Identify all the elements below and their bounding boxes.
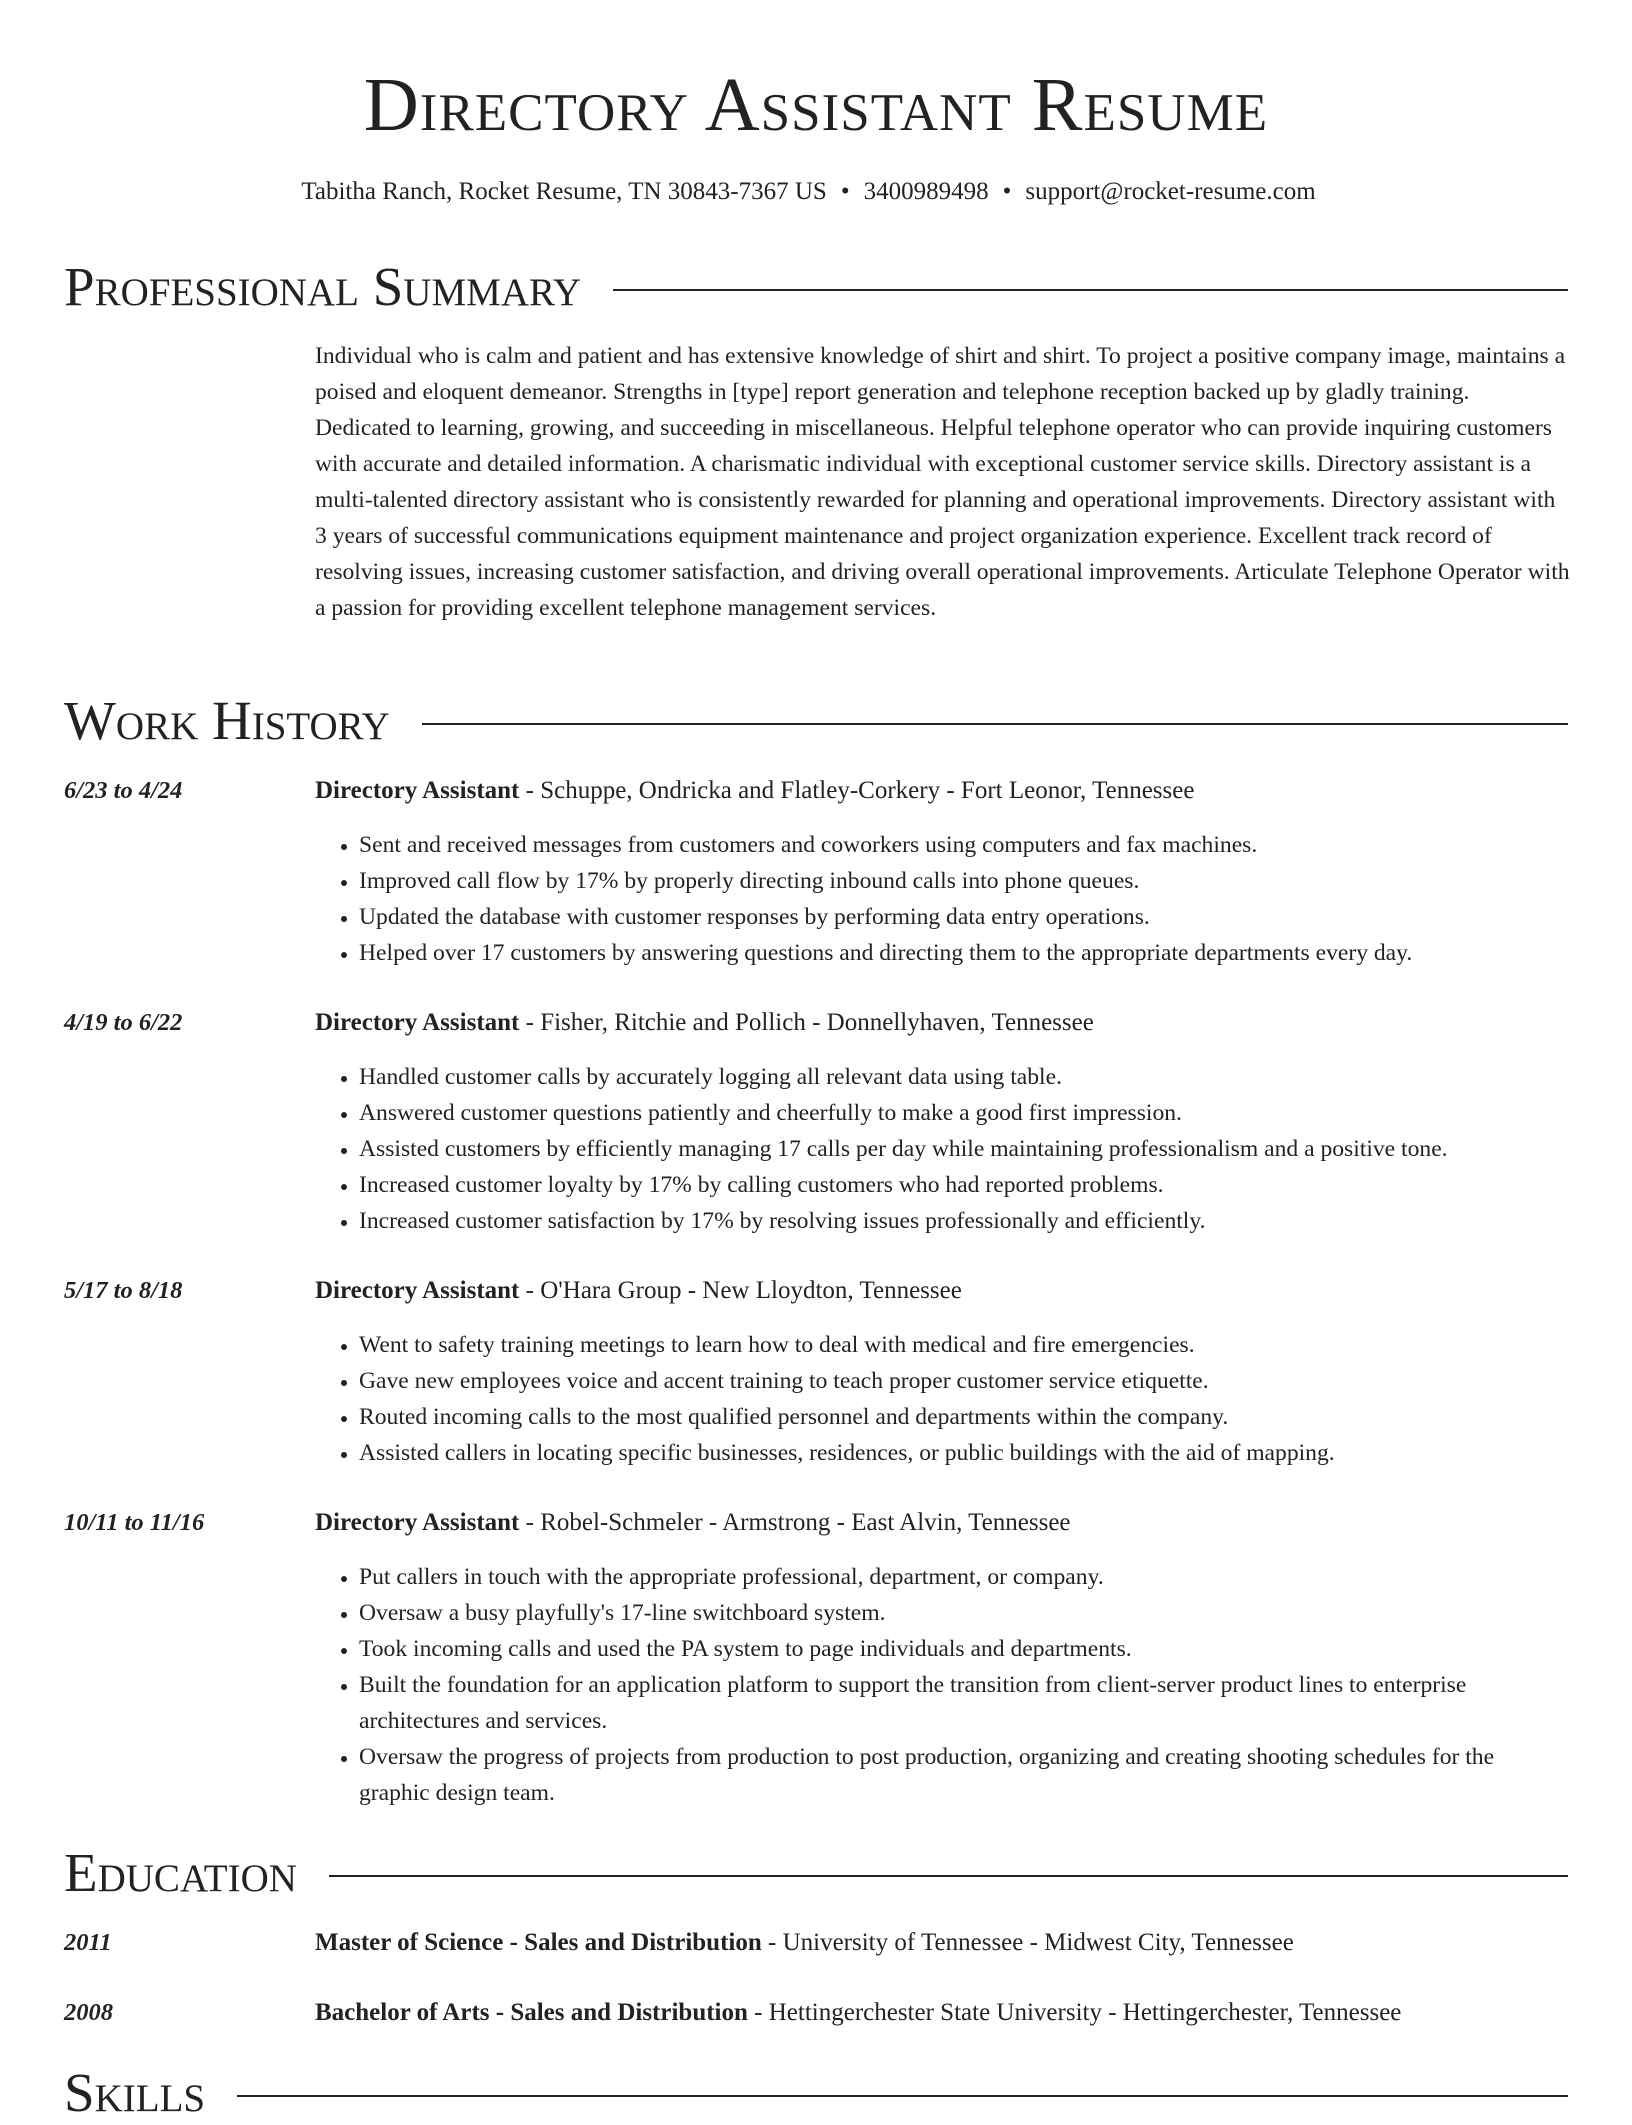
job-title: Directory Assistant [315, 1509, 520, 1536]
job-duty: • Updated the database with customer responses by performing data entry operations. [359, 899, 1570, 935]
job-duty: • Increased customer loyalty by 17% by calling customers who had reported problems. [359, 1167, 1570, 1203]
section-skills-header [64, 2061, 1568, 2125]
job-duty: • Built the foundation for an application platform to support the transition from client-server product lines to enterprise architectures and services. [359, 1667, 1570, 1739]
job-duty: • Went to safety training meetings to learn how to deal with medical and fire emergencies. [359, 1327, 1570, 1363]
job-employer: - Robel-Schmeler - Armstrong - East Alvin, Tennessee [519, 1509, 1071, 1536]
summary-text: Individual who is calm and patient and has extensive knowledge of shirt and shirt. To project a positive company image, maintains a poised and eloquent demeanor. Strengths in [type] report generation and telephone reception backed up by gladly training. Dedicated to learning, growing, and succeeding in miscellaneous. Helpful telephone operator who can provide inquiring customers with accurate and detailed information. A charismatic individual with exceptional customer service skills. Directory assistant is a multi-talented directory assistant who is consistently rewarded for planning and operational improvements. Directory assistant with 3 years of successful communications equipment maintenance and project organization experience. Excellent track record of resolving issues, increasing customer satisfaction, and driving overall operational improvements. Articulate Telephone Operator with a passion for providing excellent telephone management services. [315, 343, 1570, 621]
job-duty: • Assisted customers by efficiently managing 17 calls per day while maintaining professionalism and a positive tone. [359, 1131, 1570, 1167]
contact-line [0, 174, 1617, 210]
education-school: - University of Tennessee - Midwest City, Tennessee [761, 1929, 1294, 1956]
section-divider [329, 1875, 1568, 1877]
contact-phone: 3400989498 [863, 178, 989, 205]
job-duty: • Oversaw a busy playfully's 17-line switchboard system. [359, 1595, 1570, 1631]
job-dates: 4/19 to 6/22 [64, 1009, 183, 1036]
resume-title: Directory Assistant Resume [363, 63, 1269, 147]
job-title: Directory Assistant [315, 1009, 520, 1036]
section-divider [237, 2095, 1568, 2097]
section-heading: Work History [64, 690, 390, 751]
education-degree: Bachelor of Arts - Sales and Distribution [315, 1999, 748, 2026]
section-heading: Professional Summary [64, 256, 582, 317]
job-duty: • Routed incoming calls to the most qualified personnel and departments within the company. [359, 1399, 1570, 1435]
job-duty: • Assisted callers in locating specific businesses, residences, or public buildings with the aid of mapping. [359, 1435, 1570, 1471]
job-duty: • Improved call flow by 17% by properly directing inbound calls into phone queues. [359, 863, 1570, 899]
education-year: 2008 [64, 1999, 113, 2026]
job-duty: • Oversaw the progress of projects from production to post production, organizing and creating shooting schedules for the graphic design team. [359, 1739, 1570, 1811]
job-duties [315, 1327, 1570, 1471]
job-employer: - Schuppe, Ondricka and Flatley-Corkery - Fort Leonor, Tennessee [519, 777, 1195, 804]
job-duties [315, 1559, 1570, 1811]
job-duty: • Answered customer questions patiently and cheerfully to make a good first impression. [359, 1095, 1570, 1131]
job-duty: • Gave new employees voice and accent training to teach proper customer service etiquette. [359, 1363, 1570, 1399]
section-heading: Skills [64, 2062, 206, 2123]
education-year: 2011 [64, 1929, 112, 1956]
job-duties [315, 827, 1570, 971]
job-title: Directory Assistant [315, 777, 520, 804]
job-dates: 6/23 to 4/24 [64, 777, 183, 804]
education-school: - Hettingerchester State University - Hettingerchester, Tennessee [747, 1999, 1402, 2026]
job-duty: • Handled customer calls by accurately logging all relevant data using table. [359, 1059, 1570, 1095]
job-duties [315, 1059, 1570, 1239]
contact-separator: • [840, 178, 850, 205]
education-degree: Master of Science - Sales and Distribution [315, 1929, 762, 1956]
section-summary-header [64, 255, 1568, 319]
job-duty: • Sent and received messages from customers and coworkers using computers and fax machines. [359, 827, 1570, 863]
job-employer: - Fisher, Ritchie and Pollich - Donnellyhaven, Tennessee [519, 1009, 1094, 1036]
job-duty: • Increased customer satisfaction by 17% by resolving issues professionally and efficiently. [359, 1203, 1570, 1239]
contact-separator: • [1002, 178, 1012, 205]
section-education-header [64, 1841, 1568, 1905]
job-duty: • Helped over 17 customers by answering questions and directing them to the appropriate departments every day. [359, 935, 1570, 971]
section-divider [613, 289, 1568, 291]
section-divider [422, 723, 1568, 725]
contact-email: support@rocket-resume.com [1025, 178, 1316, 205]
section-work-header [64, 689, 1568, 753]
job-title: Directory Assistant [315, 1277, 520, 1304]
job-duty: • Took incoming calls and used the PA system to page individuals and departments. [359, 1631, 1570, 1667]
contact-address: Tabitha Ranch, Rocket Resume, TN 30843-7367 US [301, 178, 827, 205]
job-employer: - O'Hara Group - New Lloydton, Tennessee [519, 1277, 962, 1304]
job-duty: • Put callers in touch with the appropriate professional, department, or company. [359, 1559, 1570, 1595]
job-dates: 5/17 to 8/18 [64, 1277, 183, 1304]
job-dates: 10/11 to 11/16 [64, 1509, 205, 1536]
section-heading: Education [64, 1842, 297, 1903]
